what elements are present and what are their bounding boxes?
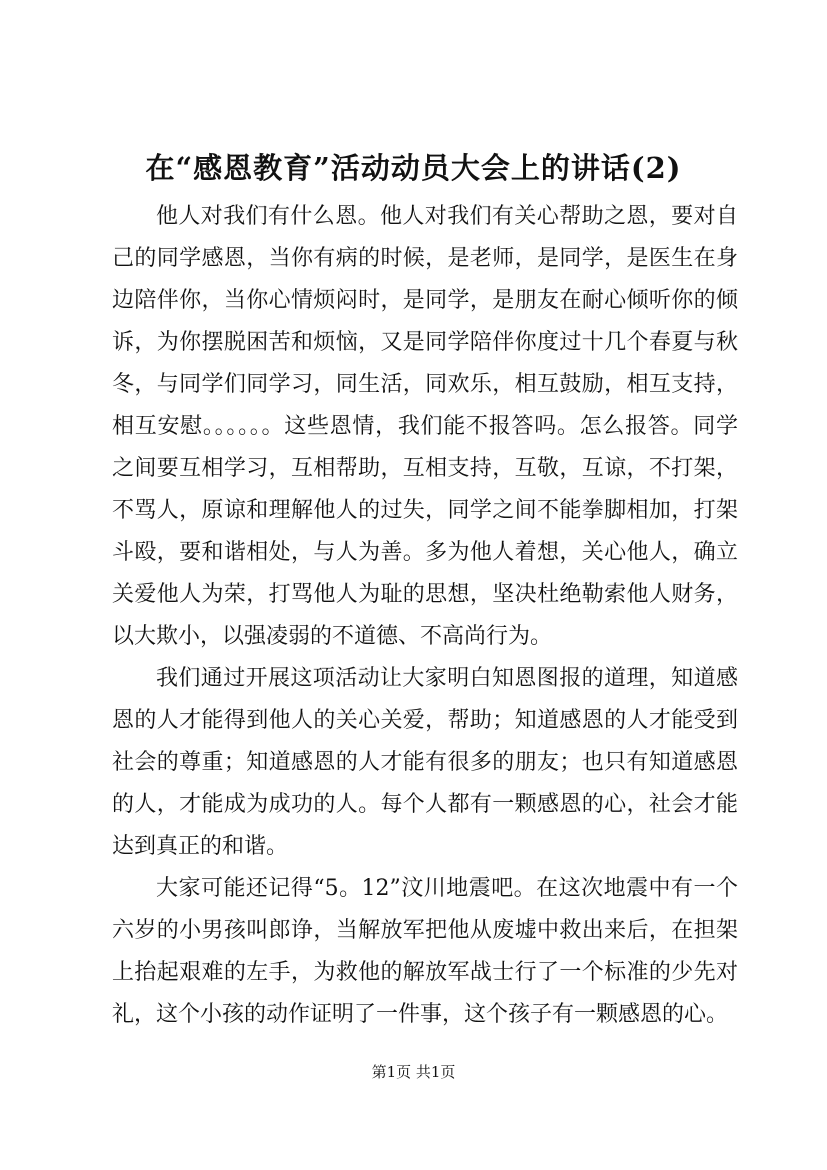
- paragraph-3: 大家可能还记得“5。12”汶川地震吧。在这次地震中有一个六岁的小男孩叫郎诤，当解放军把他从废墟中救出来后，在担架上抬起艰难的左手，为救他的解放军战士行了一个标准的少先对礼，这个小孩的动作证明了一件事，这个孩子有一颗感恩的心。: [112, 876, 738, 1027]
- paragraph-1: 他人对我们有什么恩。他人对我们有关心帮助之恩，要对自己的同学感恩，当你有病的时候，是老师，是同学，是医生在身边陪伴你，当你心情烦闷时，是同学，是朋友在耐心倾听你的倾诉，为你摆脱困苦和烦恼，又是同学陪伴你度过十几个春夏与秋冬，与同学们同学习，同生活，同欢乐，相互鼓励，相互支持，相互安慰。。。。。。这些恩情，我们能不报答吗。怎么报答。同学之间要互相学习，互相帮助，互相支持，互敬，互谅，不打架，不骂人，原谅和理解他人的过失，同学之间不能拳脚相加，打架斗殴，要和谐相处，与人为善。多为他人着想，关心他人，确立关爱他人为荣，打骂他人为耻的思想，坚决杜绝勒索他人财务，以大欺小，以强凌弱的不道德、不高尚行为。: [112, 204, 738, 649]
- paragraph-2: 我们通过开展这项活动让大家明白知恩图报的道理，知道感恩的人才能得到他人的关心关爱，帮助；知道感恩的人才能受到社会的尊重；知道感恩的人才能有很多的朋友；也只有知道感恩的人，才能成为成功的人。每个人都有一颗感恩的心，社会才能达到真正的和谐。: [112, 666, 738, 859]
- page-footer: 第1页 共1页: [371, 1063, 456, 1081]
- document-body: [112, 196, 738, 1036]
- document-title: 在“感恩教育”活动动员大会上的讲话(2): [145, 151, 682, 185]
